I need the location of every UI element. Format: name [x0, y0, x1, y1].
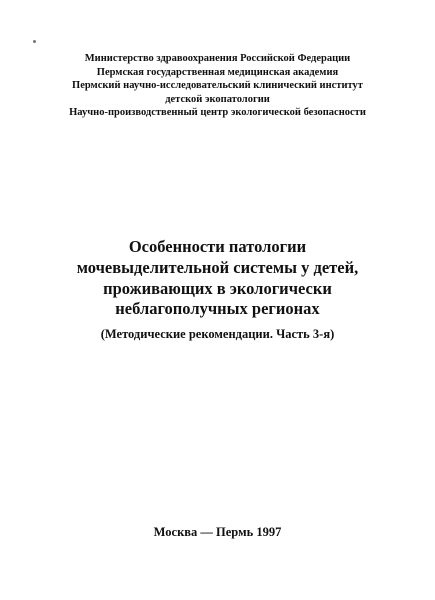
- title-line-3: проживающих в экологически: [103, 278, 332, 298]
- institution-header: [0, 52, 435, 120]
- title-line-1: Особенности патологии: [128, 237, 307, 256]
- header-institute: Пермский научно-исследовательский клинический институт: [72, 80, 363, 92]
- title-line-2: мочевыделительной системы у детей,: [76, 257, 359, 277]
- header-academy: Пермская государственная медицинская академия: [96, 66, 339, 78]
- document-subtitle: (Методические рекомендации. Часть 3-я): [100, 327, 335, 341]
- scan-dot: [33, 40, 36, 43]
- title-line-4: неблагополучных регионах: [115, 299, 320, 319]
- document-title: [0, 237, 435, 320]
- publication-place-year: Москва — Пермь 1997: [153, 525, 282, 539]
- header-center: Научно-производственный центр экологической безопасности: [69, 107, 366, 119]
- header-institute-continued: детской экопатологии: [165, 93, 270, 105]
- header-ministry: Министерство здравоохранения Российской Федерации: [84, 53, 351, 64]
